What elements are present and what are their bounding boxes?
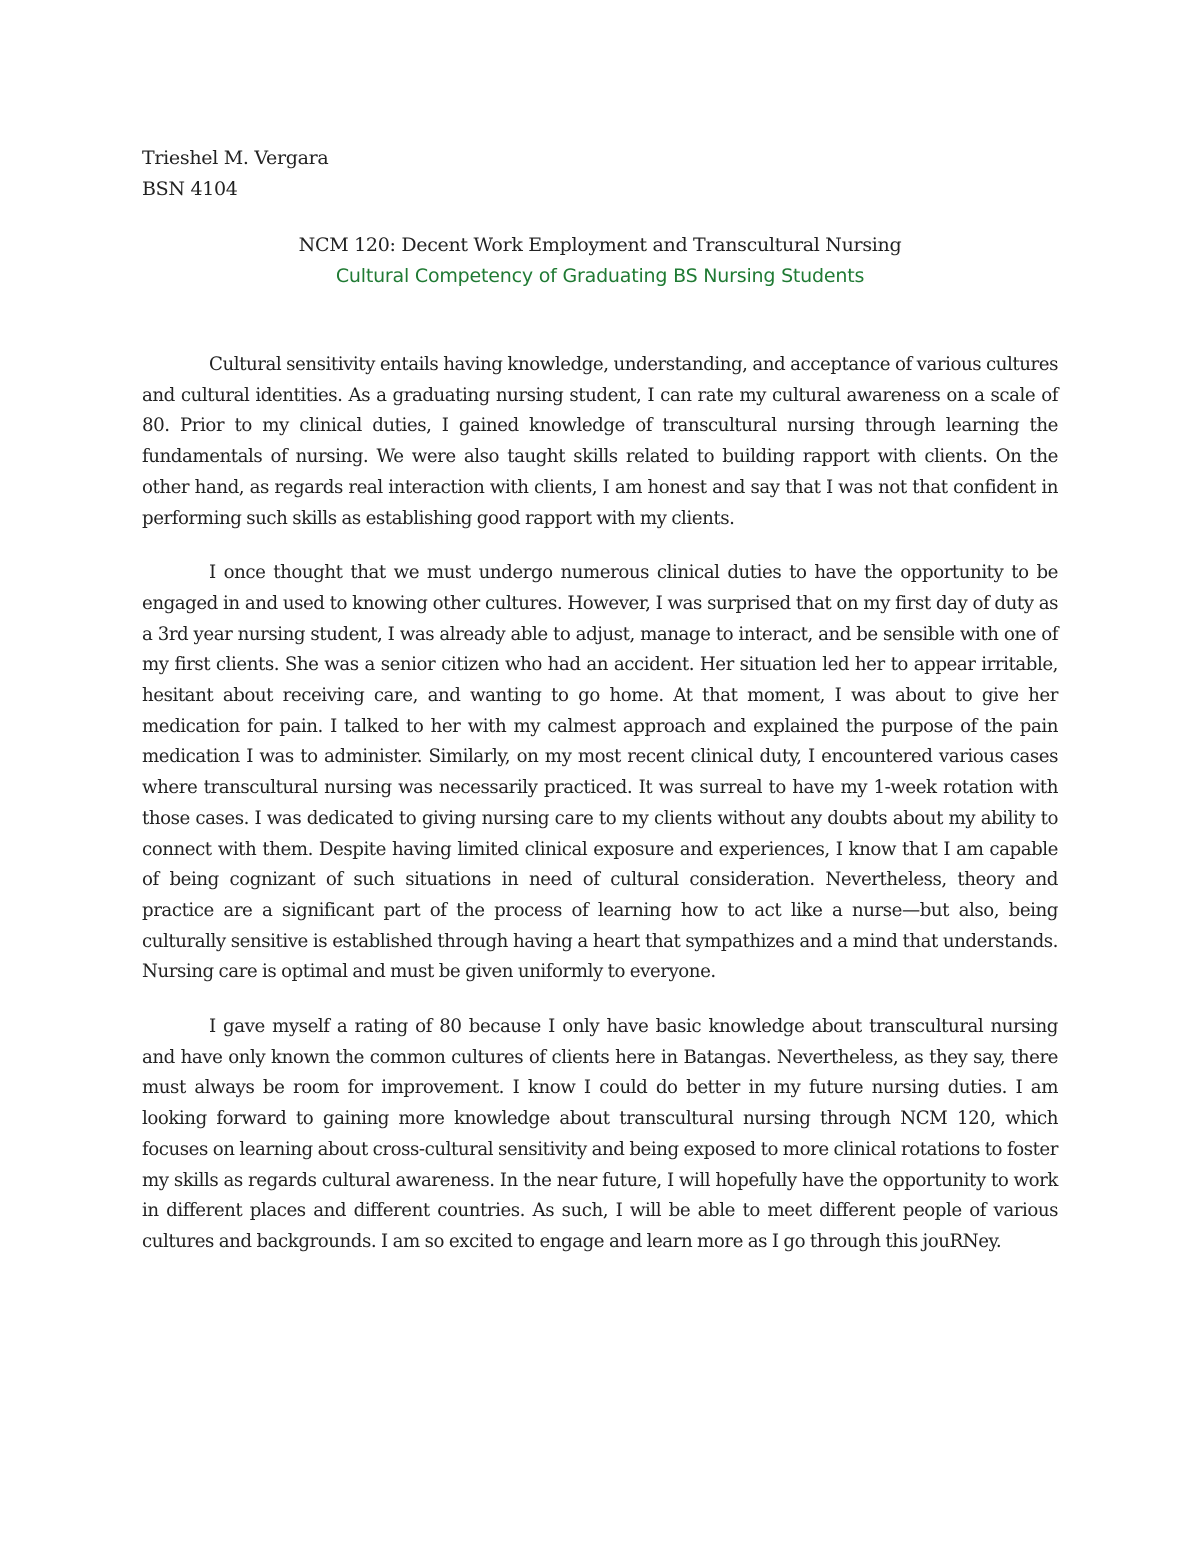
paragraph-3: I gave myself a rating of 80 because I only have basic knowledge about transcultural nursing and have only known the common cultures of clients here in Batangas. Nevertheless, as they say, there must always be room for improvement. I know I could do better in my future nursing duties. I am looking forward to gaining more knowledge about transcultural nursing through NCM 120, which focuses on learning about cross-cultural sensitivity and being exposed to more clinical rotations to foster my skills as regards cultural awareness. In the near future, I will hopefully have the opportunity to work in different places and different countries. As such, I will be able to meet different people of various cultures and backgrounds. I am so excited to engage and learn more as I go through this jouRNey. — [142, 1016, 1058, 1252]
paragraph-2: I once thought that we must undergo numerous clinical duties to have the opportunity to be engaged in and used to knowing other cultures. However, I was surprised that on my first day of duty as a 3rd year nursing student, I was already able to adjust, manage to interact, and be sensible with one of my first clients. She was a senior citizen who had an accident. Her situation led her to appear irritable, hesitant about receiving care, and wanting to go home. At that moment, I was about to give her medication for pain. I talked to her with my calmest approach and explained the purpose of the pain medication I was to administer. Similarly, on my most recent clinical duty, I encountered various cases where transcultural nursing was necessarily practiced. It was surreal to have my 1-week rotation with those cases. I was dedicated to giving nursing care to my clients without any doubts about my ability to connect with them. Despite having limited clinical exposure and experiences, I know that I am capable of being cognizant of such situations in need of cultural consideration. Nevertheless, theory and practice are a significant part of the process of learning how to act like a nurse—but also, being culturally sensitive is established through having a heart that sympathizes and a mind that understands. Nursing care is optimal and must be given uniformly to everyone. — [142, 562, 1058, 983]
author-block — [142, 143, 328, 205]
paragraph-1: Cultural sensitivity entails having knowledge, understanding, and acceptance of various cultures and cultural identities. As a graduating nursing student, I can rate my cultural awareness on a scale of 80. Prior to my clinical duties, I gained knowledge of transcultural nursing through learning the fundamentals of nursing. We were also taught skills related to building rapport with clients. On the other hand, as regards real interaction with clients, I am honest and say that I was not that confident in performing such skills as establishing good rapport with my clients. — [142, 354, 1058, 529]
essay-body — [142, 350, 1058, 1282]
author-name: Trieshel M. Vergara — [142, 147, 329, 169]
course-title: NCM 120: Decent Work Employment and Transcultural Nursing — [298, 234, 902, 256]
essay-title: Cultural Competency of Graduating BS Nursing Students — [335, 265, 865, 287]
author-section: BSN 4104 — [142, 178, 238, 200]
